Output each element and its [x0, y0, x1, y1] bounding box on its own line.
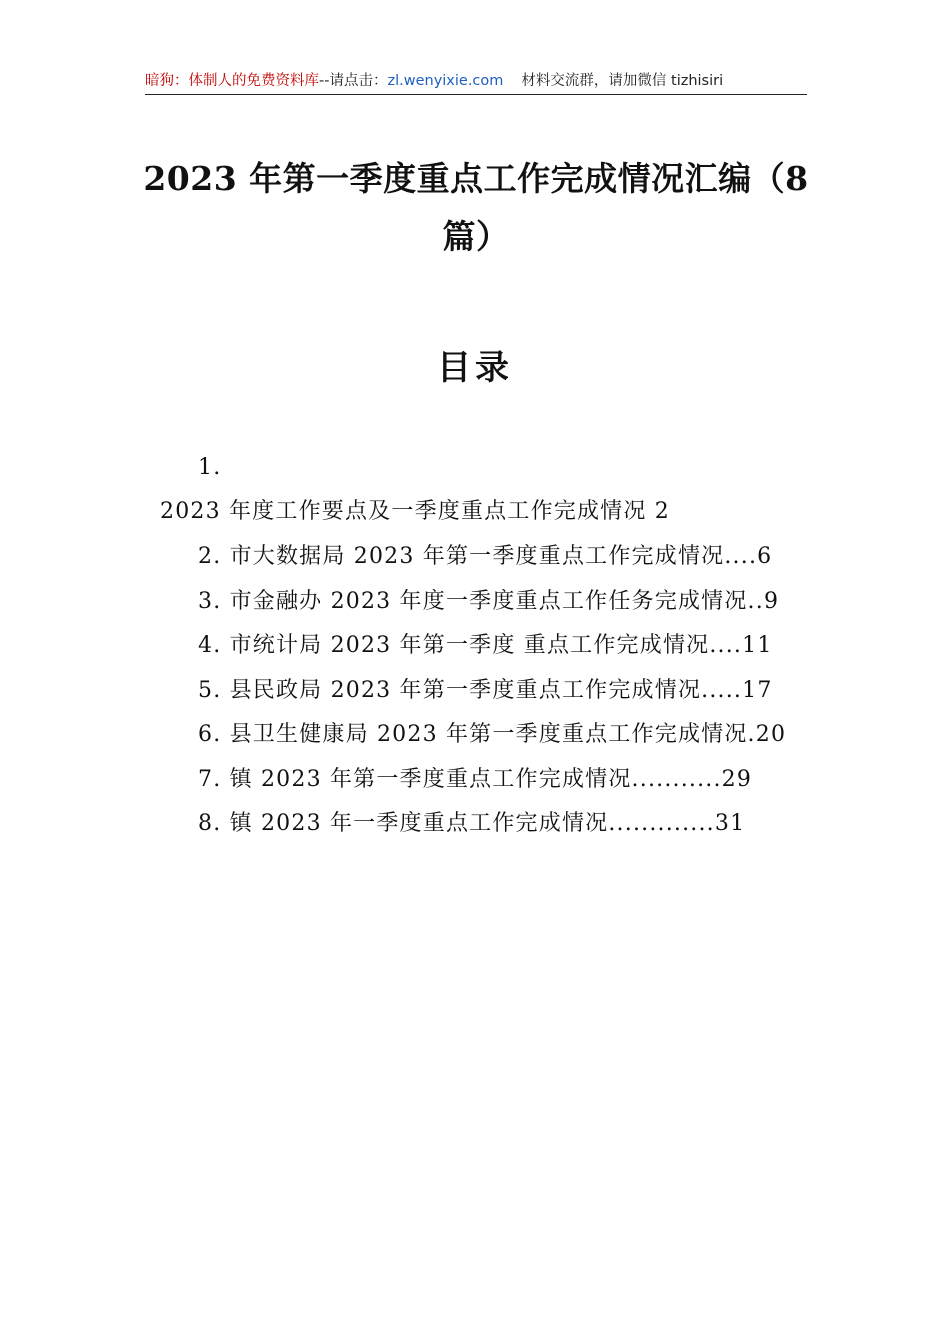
toc-item-7[interactable]: 7. 镇 2023 年第一季度重点工作完成情况...........29	[198, 767, 753, 792]
document-title	[120, 150, 832, 266]
toc-item-1-number[interactable]: 1.	[198, 455, 222, 480]
toc-heading: 目录	[437, 348, 513, 388]
toc-item-6[interactable]: 6. 县卫生健康局 2023 年第一季度重点工作完成情况.20	[198, 722, 787, 747]
page-header	[145, 68, 807, 95]
toc-item-8[interactable]: 8. 镇 2023 年一季度重点工作完成情况.............31	[198, 811, 746, 836]
toc-item-5[interactable]: 5. 县民政局 2023 年第一季度重点工作完成情况.....17	[198, 678, 773, 703]
header-brand: 暗狗：体制人的免费资料库	[145, 73, 319, 89]
toc-item-2[interactable]: 2. 市大数据局 2023 年第一季度重点工作完成情况....6	[198, 544, 773, 569]
header-contact: 材料交流群，请加微信 tizhisiri	[521, 73, 724, 89]
toc-item-3[interactable]: 3. 市金融办 2023 年度一季度重点工作任务完成情况..9	[198, 589, 780, 614]
header-link[interactable]: zl.wenyixie.com	[387, 73, 504, 89]
document-title-line2: 篇）	[442, 217, 510, 256]
document-title-line1: 2023 年第一季度重点工作完成情况汇编（8	[143, 159, 809, 198]
toc-item-1[interactable]: 2023 年度工作要点及一季度重点工作完成情况 2	[160, 499, 670, 524]
header-prompt: --请点击：	[319, 73, 388, 89]
toc-item-4[interactable]: 4. 市统计局 2023 年第一季度 重点工作完成情况....11	[198, 633, 773, 658]
